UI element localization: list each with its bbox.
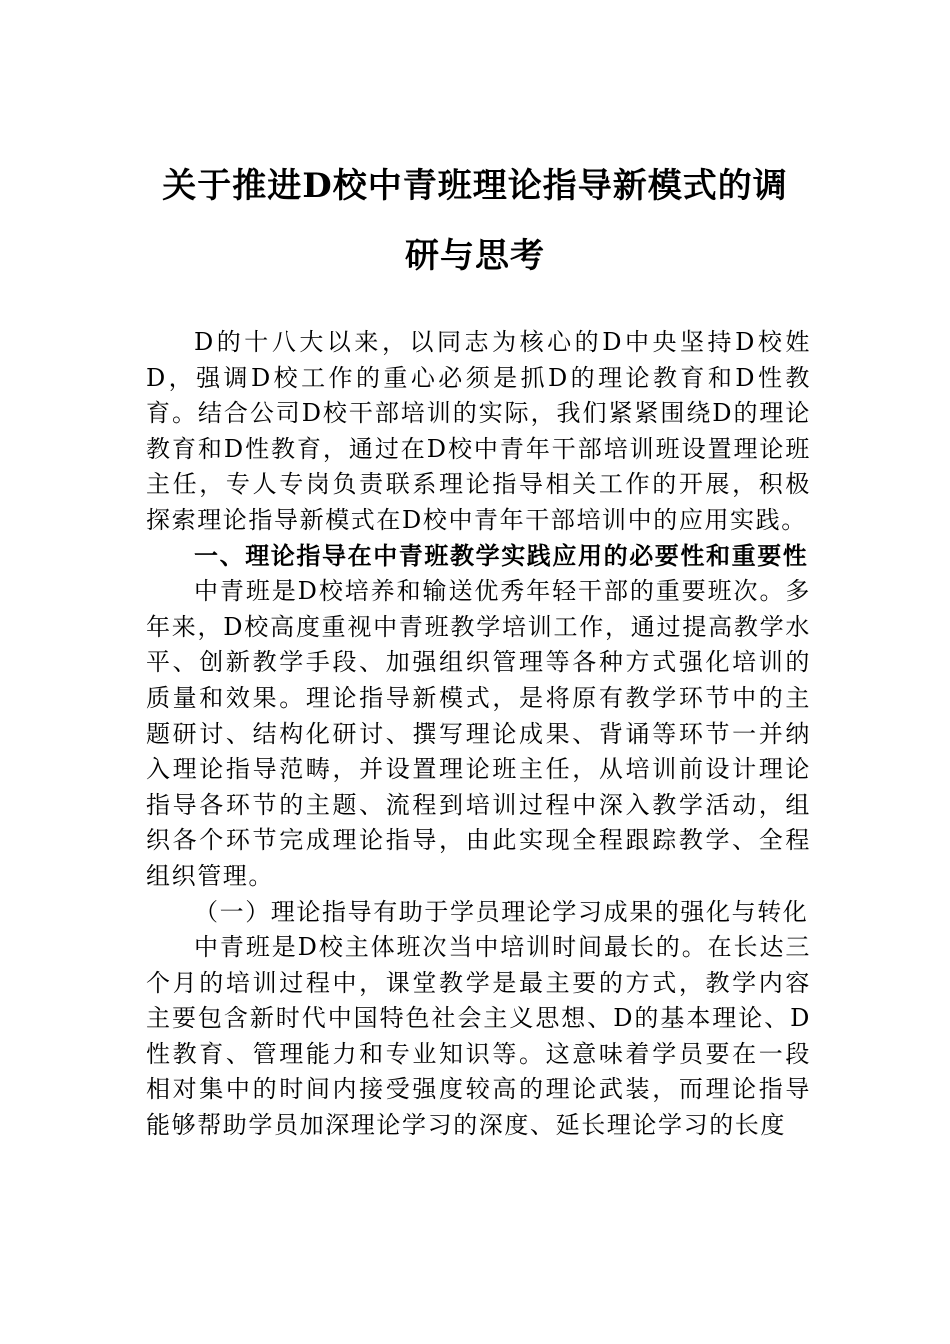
paragraph-subsection-1: 中青班是D校主体班次当中培训时间最长的。在长达三个月的培训过程中，课堂教学是最主要的方式，教学内容主要包含新时代中国特色社会主义思想、D的基本理论、D性教育、管理能力和专业知识等。这意味着学员要在一段相对集中的时间内接受强度较高的理论武装，而理论指导能够帮助学员加深理论学习的深度、延长理论学习的长度 (146, 933, 811, 1140)
document-body (146, 325, 811, 1144)
section-heading-1: 一、理论指导在中青班教学实践应用的必要性和重要性 (194, 541, 809, 570)
paragraph-section-1: 中青班是D校培养和输送优秀年轻干部的重要班次。多年来，D校高度重视中青班教学培训工作，通过提高教学水平、创新教学手段、加强组织管理等各种方式强化培训的质量和效果。理论指导新模式，是将原有教学环节中的主题研讨、结构化研讨、撰写理论成果、背诵等环节一并纳入理论指导范畴，并设置理论班主任，从培训前设计理论指导各环节的主题、流程到培训过程中深入教学活动，组织各个环节完成理论指导，由此实现全程跟踪教学、全程组织管理。 (146, 577, 811, 890)
document-title-line-1: 关于推进D校中青班理论指导新模式的调 (162, 166, 788, 206)
paragraph-intro: D的十八大以来，以同志为核心的D中央坚持D校姓D，强调D校工作的重心必须是抓D的理论教育和D性教育。结合公司D校干部培训的实际，我们紧紧围绕D的理论教育和D性教育，通过在D校中青年干部培训班设置理论班主任，专人专岗负责联系理论指导相关工作的开展，积极探索理论指导新模式在D校中青年干部培训中的应用实践。 (146, 328, 811, 534)
subsection-heading-1: （一）理论指导有助于学员理论学习成果的强化与转化 (194, 897, 809, 926)
document-title-line-2: 研与思考 (405, 236, 545, 276)
